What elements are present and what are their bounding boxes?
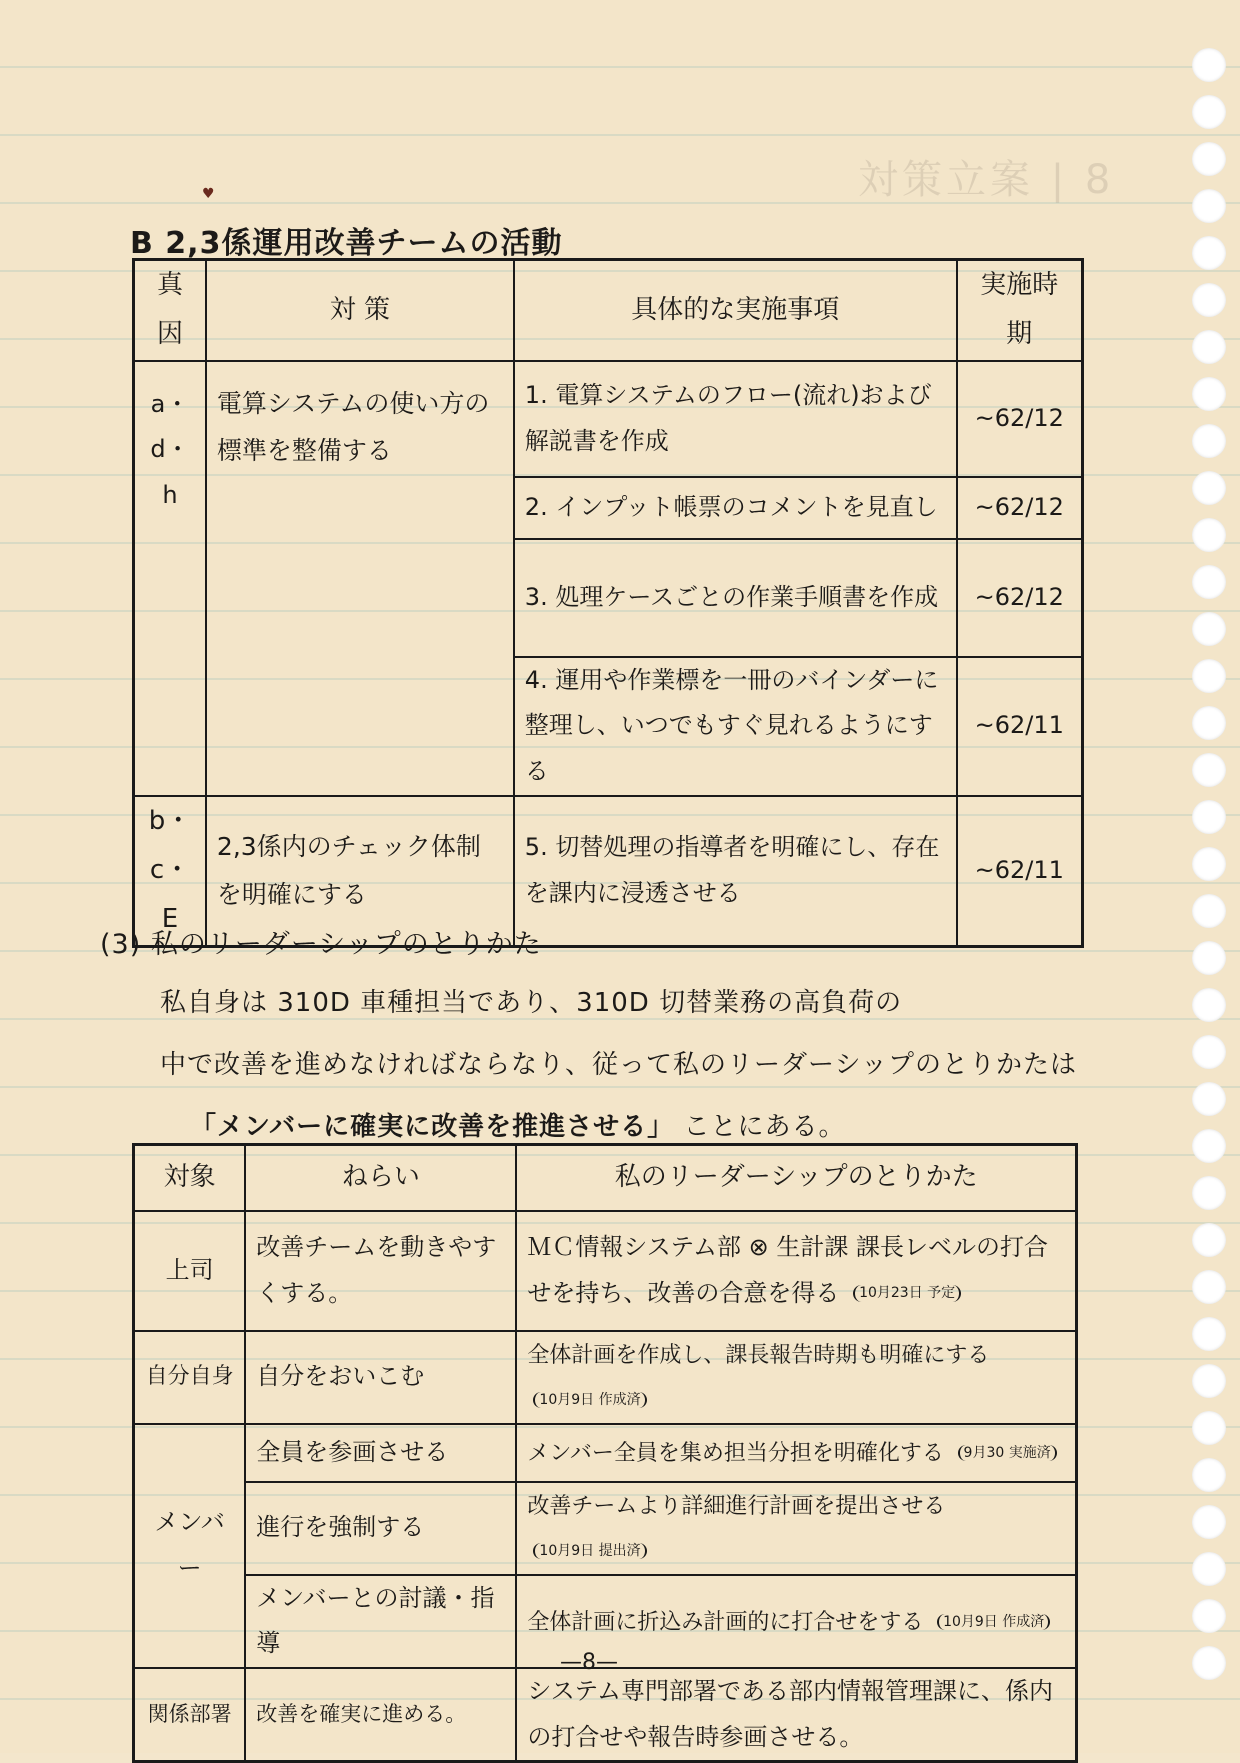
table-header-row xyxy=(134,1145,1077,1211)
aim-cell: 自分をおいこむ xyxy=(245,1331,516,1424)
activity-table xyxy=(132,258,1084,948)
aim-cell: メンバーとの討議・指導 xyxy=(245,1575,516,1668)
method-text: メンバー全員を集め担当分担を明確化する xyxy=(527,1440,944,1466)
binder-hole xyxy=(1192,1646,1226,1680)
method-text: 改善チームより詳細進行計画を提出させる xyxy=(527,1493,946,1519)
column-header: 対 策 xyxy=(206,260,514,361)
page-number: —8— xyxy=(560,1650,618,1675)
binder-hole xyxy=(1192,330,1226,364)
target-cell: 関係部署 xyxy=(134,1668,246,1762)
table-header-row xyxy=(134,260,1083,361)
binder-hole xyxy=(1192,283,1226,317)
target-cell: メンバー xyxy=(134,1424,246,1668)
paragraph-line: 私自身は 310D 車種担当であり、310D 切替業務の高負荷の xyxy=(160,988,903,1018)
column-header: 対象 xyxy=(134,1145,246,1211)
aim-cell: 改善チームを動きやすくする。 xyxy=(245,1211,516,1331)
method-cell xyxy=(516,1424,1076,1482)
emphasized-phrase: 「メンバーに確実に改善を推進させる」 xyxy=(190,1112,675,1142)
aim-cell: 全員を参画させる xyxy=(245,1424,516,1482)
binder-hole xyxy=(1192,894,1226,928)
method-cell xyxy=(516,1211,1076,1331)
binder-hole xyxy=(1192,377,1226,411)
method-text: 全体計画を作成し、課長報告時期も明確にする xyxy=(527,1342,990,1368)
paragraph-line xyxy=(190,1106,845,1143)
column-header: ねらい xyxy=(245,1145,516,1211)
binder-hole xyxy=(1192,1317,1226,1351)
table-row xyxy=(134,1331,1077,1424)
binder-hole xyxy=(1192,800,1226,834)
binder-hole xyxy=(1192,1270,1226,1304)
binder-hole xyxy=(1192,1176,1226,1210)
binder-hole xyxy=(1192,1129,1226,1163)
cause-cell: b・c・E xyxy=(134,796,206,947)
section-b-heading: B 2,3係運用改善チームの活動 xyxy=(130,226,563,261)
status-note: 10月9日 作成済 xyxy=(533,1392,646,1408)
binder-hole xyxy=(1192,518,1226,552)
binder-hole xyxy=(1192,1411,1226,1445)
paragraph-tail: ことにある。 xyxy=(683,1112,846,1142)
binder-hole xyxy=(1192,471,1226,505)
binder-hole xyxy=(1192,1458,1226,1492)
binder-hole xyxy=(1192,1552,1226,1586)
measure-cell: 電算システムの使い方の標準を整備する xyxy=(206,361,514,796)
binder-hole xyxy=(1192,142,1226,176)
binder-hole xyxy=(1192,1364,1226,1398)
timing-cell: ~62/12 xyxy=(957,477,1083,539)
table-row xyxy=(134,1668,1077,1762)
binder-hole xyxy=(1192,1505,1226,1539)
binder-hole xyxy=(1192,612,1226,646)
binder-hole xyxy=(1192,1082,1226,1116)
binder-hole xyxy=(1192,236,1226,270)
column-header: 実施時期 xyxy=(957,260,1083,361)
aim-cell: 進行を強制する xyxy=(245,1482,516,1575)
timing-cell: ~62/11 xyxy=(957,796,1083,947)
paragraph-line: 中で改善を進めなければならなり、従って私のリーダーシップのとりかたは xyxy=(160,1050,1077,1080)
aim-cell: 改善を確実に進める。 xyxy=(245,1668,516,1762)
binder-hole xyxy=(1192,48,1226,82)
binder-hole xyxy=(1192,706,1226,740)
binder-hole xyxy=(1192,424,1226,458)
binder-hole xyxy=(1192,753,1226,787)
method-text: 全体計画に折込み計画的に打合せをする xyxy=(527,1609,924,1635)
table-row xyxy=(134,1211,1077,1331)
binder-hole xyxy=(1192,941,1226,975)
binder-hole xyxy=(1192,1035,1226,1069)
target-cell: 自分自身 xyxy=(134,1331,246,1424)
status-note: 9月30 実施済 xyxy=(958,1445,1057,1461)
target-cell: 上司 xyxy=(134,1211,246,1331)
action-cell: 2. インプット帳票のコメントを見直し xyxy=(514,477,957,539)
status-note: 10月9日 作成済 xyxy=(937,1614,1050,1630)
status-note: 10月9日 提出済 xyxy=(533,1543,646,1559)
binder-hole xyxy=(1192,1223,1226,1257)
table-row xyxy=(134,361,1083,477)
column-header: 具体的な実施事項 xyxy=(514,260,957,361)
cause-cell: a・d・h xyxy=(134,361,206,796)
ink-mark: ♥ xyxy=(202,186,215,202)
binder-hole xyxy=(1192,988,1226,1022)
column-header: 私のリーダーシップのとりかた xyxy=(516,1145,1076,1211)
measure-cell: 2,3係内のチェック体制を明確にする xyxy=(206,796,514,947)
method-text: ＭＣ情報システム部 ⊗ 生計課 課長レベルの打合せを持ち、改善の合意を得る xyxy=(527,1232,1049,1307)
method-cell xyxy=(516,1331,1076,1424)
table-row xyxy=(134,1424,1077,1482)
binder-hole xyxy=(1192,1599,1226,1633)
column-header: 真因 xyxy=(134,260,206,361)
status-note: 10月23日 予定 xyxy=(853,1285,961,1301)
table-row xyxy=(134,1482,1077,1575)
timing-cell: ~62/12 xyxy=(957,539,1083,657)
method-cell: システム専門部署である部内情報管理課に、係内の打合せや報告時参画させる。 xyxy=(516,1668,1076,1762)
binder-hole xyxy=(1192,847,1226,881)
binder-hole xyxy=(1192,565,1226,599)
timing-cell: ~62/12 xyxy=(957,361,1083,477)
method-cell xyxy=(516,1482,1076,1575)
bleed-through-header: 対策立案 | 8 xyxy=(858,157,1115,203)
section-3-heading: (3) 私のリーダーシップのとりかた xyxy=(100,929,542,960)
action-cell: 5. 切替処理の指導者を明確にし、存在を課内に浸透させる xyxy=(514,796,957,947)
timing-cell: ~62/11 xyxy=(957,657,1083,796)
binder-hole xyxy=(1192,659,1226,693)
action-cell: 1. 電算システムのフロー(流れ)および解説書を作成 xyxy=(514,361,957,477)
binder-hole xyxy=(1192,95,1226,129)
binder-hole xyxy=(1192,189,1226,223)
action-cell: 4. 運用や作業標を一冊のバインダーに整理し、いつでもすぐ見れるようにする xyxy=(514,657,957,796)
action-cell: 3. 処理ケースごとの作業手順書を作成 xyxy=(514,539,957,657)
